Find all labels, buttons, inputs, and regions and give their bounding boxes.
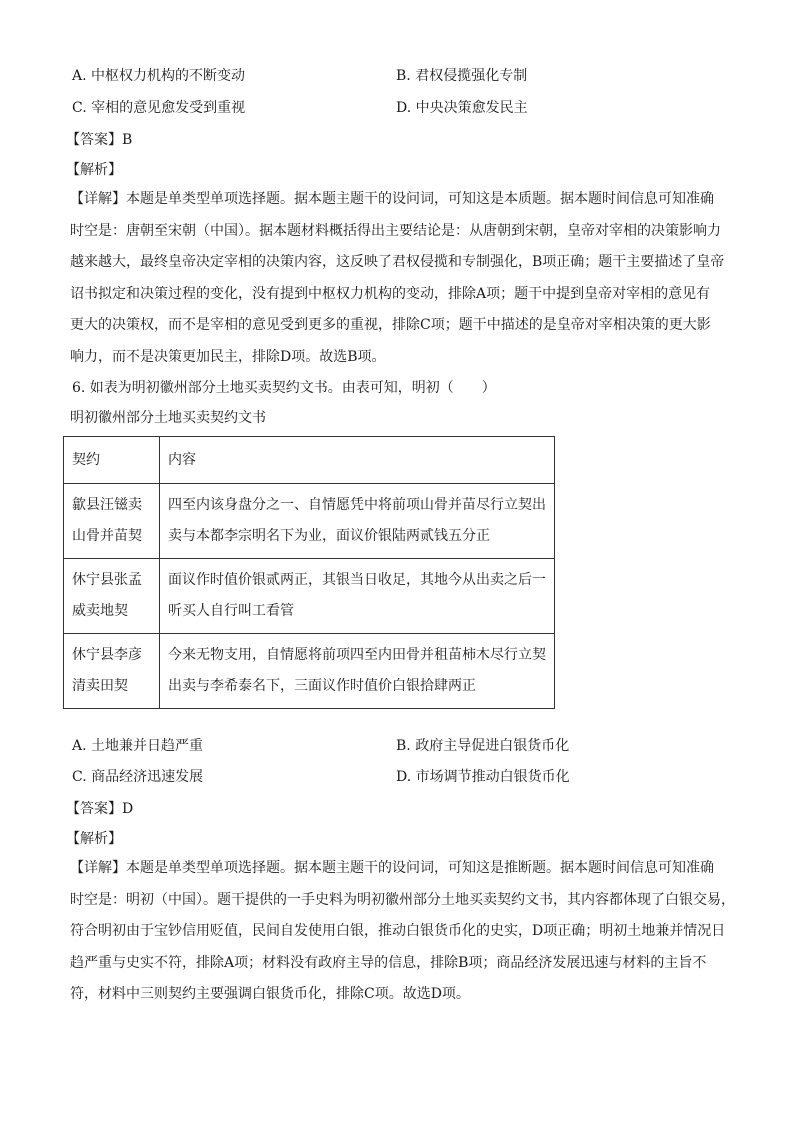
table-row [64, 634, 555, 709]
q5-answer: 【答案】B [66, 132, 133, 148]
contract-name-line: 休宁县李彦 [72, 647, 142, 663]
header-contract: 契约 [64, 437, 160, 484]
table-row [64, 559, 555, 634]
q6-detail-line: 【详解】本题是单类型单项选择题。据本题主题干的设问词，可知这是推断题。据本题时间信息可知准确 [70, 860, 714, 876]
q6-analysis-label: 【解析】 [66, 831, 122, 847]
contract-name-line: 清卖田契 [72, 678, 128, 694]
q6-option-a: A. 土地兼并日趋严重 [72, 738, 204, 754]
q6-detail-line: 符，材料中三则契约主要强调白银货币化，排除C项。故选D项。 [70, 986, 470, 1003]
q6-stem: 6. 如表为明初徽州部分土地买卖契约文书。由表可知，明初（ ） [72, 380, 496, 396]
contract-content-line: 听买人自行叫工看管 [168, 603, 294, 619]
q6-detail-line: 时空是：明初（中国）。题干提供的一手史料为明初徽州部分土地买卖契约文书，其内容都体现了白银交易， [70, 891, 735, 908]
contract-name-line: 休宁县张孟 [72, 572, 142, 588]
q6-detail-line: 符合明初由于宝钞信用贬值，民间自发使用白银，推动白银货币化的史实，D项正确；明初土地兼并情况日 [70, 923, 726, 940]
q6-option-c: C. 商品经济迅速发展 [72, 769, 204, 785]
contract-content-line: 四至内该身盘分之一、自情愿凭中将前项山骨并苗尽行立契出 [168, 497, 546, 513]
q5-option-a: A. 中枢权力机构的不断变动 [72, 68, 246, 84]
q6-table-title: 明初徽州部分土地买卖契约文书 [70, 410, 266, 426]
contract-name-line: 歙县汪镃卖 [72, 497, 142, 513]
contract-content-line: 今来无物支用，自情愿将前项四至内田骨并租苗柿木尽行立契 [168, 647, 546, 663]
q6-answer: 【答案】D [66, 801, 134, 817]
q5-detail [70, 184, 730, 374]
contract-name-cell [64, 634, 160, 709]
q5-detail-line: 时空是：唐朝至宋朝（中国）。据本题材料概括得出主要结论是：从唐朝到宋朝，皇帝对宰相的决策影响力 [70, 222, 721, 239]
contract-content-cell [160, 484, 555, 559]
q5-option-d: D. 中央决策愈发民主 [396, 100, 528, 116]
contract-content-cell [160, 559, 555, 634]
q6-options-row-2 [72, 765, 732, 789]
q5-option-b: B. 君权侵揽强化专制 [396, 68, 528, 84]
q5-detail-line: 越来越大，最终皇帝决定宰相的决策内容，这反映了君权侵揽和专制强化，B项正确；题干主要描述了皇帝 [70, 254, 725, 271]
q6-detail [70, 853, 735, 1011]
q6-detail-line: 趋严重与史实不符，排除A项；材料没有政府主导的信息，排除B项；商品经济发展迅速与材料的主旨不 [70, 954, 707, 971]
contract-name-line: 威卖地契 [72, 603, 128, 619]
contract-content-line: 出卖与李希泰名下，三面议作时值价白银拾肆两正 [168, 678, 476, 694]
q6-option-b: B. 政府主导促进白银货币化 [396, 738, 570, 754]
q5-analysis-label: 【解析】 [66, 162, 122, 178]
contract-table [63, 436, 555, 709]
q5-option-c: C. 宰相的意见愈发受到重视 [72, 100, 246, 116]
contract-content-line: 面议作时值价银贰两正，其银当日收足，其地今从出卖之后一 [168, 572, 546, 588]
contract-content-line: 卖与本都李宗明名下为业，面议价银陆两贰钱五分正 [168, 528, 490, 544]
contract-name-line: 山骨并苗契 [72, 528, 142, 544]
q5-options-row-2 [72, 96, 732, 120]
q5-options-row-1 [72, 64, 732, 88]
contract-name-cell [64, 484, 160, 559]
table-row [64, 484, 555, 559]
q5-detail-line: 【详解】本题是单类型单项选择题。据本题主题干的设问词，可知这是本质题。据本题时间信息可知准确 [70, 191, 714, 207]
q5-detail-line: 响力，而不是决策更加民主，排除D项。故选B项。 [70, 348, 386, 365]
header-content: 内容 [160, 437, 555, 484]
q6-options-row-1 [72, 734, 732, 758]
contract-name-cell [64, 559, 160, 634]
q6-option-d: D. 市场调节推动白银货币化 [396, 769, 570, 785]
contract-content-cell [160, 634, 555, 709]
table-header-row [64, 437, 555, 484]
q5-detail-line: 更大的决策权，而不是宰相的意见受到更多的重视，排除C项；题干中描述的是皇帝对宰相决策的更大影 [70, 317, 711, 334]
q5-detail-line: 诏书拟定和决策过程的变化，没有提到中枢权力机构的变动，排除A项；题干中提到皇帝对宰相的意见有 [70, 285, 711, 302]
